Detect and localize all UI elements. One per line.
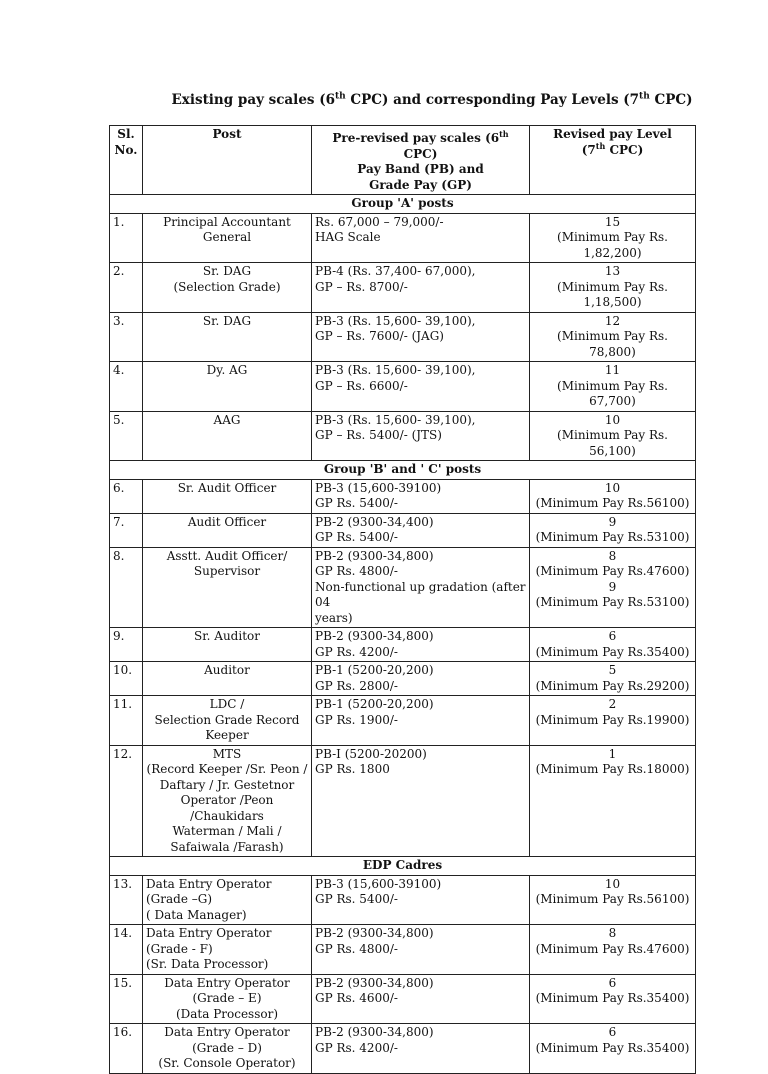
cell-revised-level-line: (Minimum Pay Rs. 78,800) bbox=[557, 329, 668, 359]
cell-revised-level-line: 11 bbox=[604, 363, 621, 377]
cell-prerevised-pay-line: PB-2 (9300-34,800) bbox=[315, 1025, 434, 1039]
cell-prerevised-pay-line: Rs. 67,000 – 79,000/- bbox=[315, 214, 444, 229]
cell-revised-level-line: 12 bbox=[604, 313, 621, 328]
cell-revised-level bbox=[530, 547, 696, 628]
cell-revised-level bbox=[530, 479, 696, 513]
header-sl-text: Sl. bbox=[117, 127, 135, 141]
cell-revised-level bbox=[530, 263, 696, 313]
cell-post-line: (Sr. Data Processor) bbox=[146, 957, 269, 971]
header-post-text: Post bbox=[212, 127, 242, 141]
cell-prerevised-pay bbox=[312, 745, 530, 857]
cell-revised-level-line: 6 bbox=[608, 1025, 617, 1039]
cell-sl-no: 9. bbox=[110, 628, 143, 662]
cell-prerevised-pay bbox=[312, 974, 530, 1024]
cell-post-line: (Grade - F) bbox=[146, 941, 213, 956]
table-row bbox=[110, 213, 696, 263]
cell-prerevised-pay-line: PB-3 (15,600-39100) bbox=[315, 480, 442, 495]
header-prerevised-line1 bbox=[315, 131, 526, 162]
cell-post bbox=[143, 1024, 312, 1074]
table-row bbox=[110, 875, 696, 925]
table-row bbox=[110, 263, 696, 313]
cell-prerevised-pay-line: GP Rs. 4200/- bbox=[315, 1040, 398, 1055]
cell-prerevised-pay-line: PB-1 (5200-20,200) bbox=[315, 663, 434, 677]
header-prerevised-line3: Grade Pay (GP) bbox=[369, 177, 472, 192]
cell-prerevised-pay-line: PB-2 (9300-34,400) bbox=[315, 514, 434, 529]
cell-prerevised-pay-line: GP Rs. 1900/- bbox=[315, 712, 398, 727]
cell-sl-no: 14. bbox=[110, 925, 143, 975]
cell-post-line: Audit Officer bbox=[187, 514, 267, 529]
cell-prerevised-pay bbox=[312, 479, 530, 513]
cell-prerevised-pay bbox=[312, 875, 530, 925]
cell-revised-level-line: (Minimum Pay Rs.35400) bbox=[535, 644, 690, 659]
group-title: Group 'A' posts bbox=[110, 195, 696, 214]
cell-prerevised-pay-line: PB-4 (Rs. 37,400- 67,000), bbox=[315, 264, 476, 278]
cell-sl-no: 13. bbox=[110, 875, 143, 925]
cell-post bbox=[143, 628, 312, 662]
cell-post-line: Sr. Audit Officer bbox=[177, 480, 277, 495]
cell-post bbox=[143, 974, 312, 1024]
group-header-row bbox=[110, 195, 696, 214]
cell-prerevised-pay bbox=[312, 213, 530, 263]
cell-revised-level-line: (Minimum Pay Rs. 67,700) bbox=[557, 378, 668, 408]
cell-revised-level-line: 2 bbox=[608, 697, 617, 711]
cell-post bbox=[143, 696, 312, 746]
header-prerevised-sup: th bbox=[499, 129, 509, 139]
header-prerevised-b: CPC) bbox=[403, 146, 438, 161]
cell-prerevised-pay-line: PB-2 (9300-34,800) bbox=[315, 926, 434, 940]
table-row bbox=[110, 745, 696, 857]
cell-post-line: ( Data Manager) bbox=[146, 907, 247, 922]
cell-prerevised-pay-line: GP Rs. 4800/- bbox=[315, 941, 398, 956]
cell-sl-no: 4. bbox=[110, 362, 143, 412]
cell-post-line: Selection Grade Record bbox=[154, 712, 300, 727]
cell-post bbox=[143, 662, 312, 696]
cell-post-line: Keeper bbox=[205, 728, 249, 742]
table-body bbox=[110, 195, 696, 1074]
table-row bbox=[110, 362, 696, 412]
cell-post-line: Supervisor bbox=[193, 564, 261, 578]
cell-revised-level-line: 10 bbox=[604, 876, 621, 891]
cell-prerevised-pay-line: GP Rs. 1800 bbox=[315, 762, 390, 776]
table-row bbox=[110, 1024, 696, 1074]
table-row bbox=[110, 662, 696, 696]
cell-prerevised-pay-line: GP – Rs. 7600/- (JAG) bbox=[315, 329, 444, 343]
header-prerevised-line2: Pay Band (PB) and bbox=[357, 162, 484, 176]
cell-revised-level-line: 9 bbox=[608, 579, 617, 594]
cell-prerevised-pay bbox=[312, 925, 530, 975]
cell-revised-level-line: 8 bbox=[608, 926, 617, 940]
cell-sl-no: 10. bbox=[110, 662, 143, 696]
cell-post-line: Auditor bbox=[204, 663, 250, 677]
header-post bbox=[143, 126, 312, 195]
cell-revised-level-line: (Minimum Pay Rs.53100) bbox=[535, 595, 690, 609]
header-revised-b: CPC) bbox=[605, 142, 644, 157]
header-revised-a: (7 bbox=[581, 142, 596, 157]
cell-post bbox=[143, 547, 312, 628]
cell-post-line: AAG bbox=[213, 412, 241, 427]
cell-revised-level-line: (Minimum Pay Rs.18000) bbox=[535, 762, 690, 776]
cell-revised-level bbox=[530, 745, 696, 857]
cell-revised-level bbox=[530, 362, 696, 412]
cell-revised-level-line: 9 bbox=[608, 514, 617, 529]
cell-prerevised-pay bbox=[312, 362, 530, 412]
cell-sl-no: 5. bbox=[110, 411, 143, 461]
cell-sl-no: 2. bbox=[110, 263, 143, 313]
cell-prerevised-pay-line: PB-3 (Rs. 15,600- 39,100), bbox=[315, 313, 476, 328]
cell-post-line: Sr. DAG bbox=[202, 264, 252, 278]
cell-revised-level-line: 6 bbox=[608, 975, 617, 990]
cell-sl-no: 6. bbox=[110, 479, 143, 513]
header-revised-line1: Revised pay Level bbox=[553, 127, 672, 141]
cell-prerevised-pay-line: GP – Rs. 6600/- bbox=[315, 378, 408, 393]
title-sup-1: th bbox=[334, 91, 346, 102]
cell-revised-level-line: (Minimum Pay Rs. 56,100) bbox=[557, 428, 668, 458]
header-revised-line2 bbox=[533, 140, 692, 159]
cell-prerevised-pay-line: PB-2 (9300-34,800) bbox=[315, 548, 434, 563]
cell-post-line: Operator /Peon /Chaukidars bbox=[180, 793, 274, 823]
cell-post-line: MTS bbox=[212, 746, 242, 761]
cell-post bbox=[143, 479, 312, 513]
cell-prerevised-pay-line: GP Rs. 2800/- bbox=[315, 678, 398, 693]
cell-post-line: (Selection Grade) bbox=[173, 279, 281, 294]
table-header-row bbox=[110, 126, 696, 195]
cell-revised-level-line: (Minimum Pay Rs.56100) bbox=[535, 892, 690, 906]
table-row bbox=[110, 479, 696, 513]
cell-post-line: (Grade –G) bbox=[146, 892, 213, 906]
group-title: Group 'B' and ' C' posts bbox=[110, 461, 696, 480]
table-row bbox=[110, 312, 696, 362]
table-row bbox=[110, 547, 696, 628]
title-text-1: Existing pay scales (6 bbox=[171, 92, 335, 108]
cell-sl-no: 11. bbox=[110, 696, 143, 746]
cell-revised-level-line: 1 bbox=[608, 746, 617, 761]
header-no-text: No. bbox=[114, 142, 138, 157]
cell-sl-no: 15. bbox=[110, 974, 143, 1024]
cell-post-line: LDC / bbox=[209, 697, 245, 711]
table-row bbox=[110, 696, 696, 746]
pay-scale-table bbox=[109, 125, 696, 1074]
header-prerevised-a: Pre-revised pay scales (6 bbox=[332, 131, 500, 145]
cell-prerevised-pay-line: GP Rs. 5400/- bbox=[315, 892, 398, 906]
cell-prerevised-pay-line: GP – Rs. 8700/- bbox=[315, 279, 408, 294]
cell-prerevised-pay-line: GP Rs. 5400/- bbox=[315, 496, 398, 510]
cell-revised-level bbox=[530, 411, 696, 461]
cell-prerevised-pay bbox=[312, 696, 530, 746]
cell-revised-level-line: (Minimum Pay Rs.19900) bbox=[535, 712, 690, 727]
cell-post-line: (Sr. Console Operator) bbox=[158, 1056, 296, 1070]
document-title bbox=[0, 92, 768, 108]
cell-revised-level-line: 5 bbox=[608, 663, 617, 677]
cell-prerevised-pay bbox=[312, 1024, 530, 1074]
cell-prerevised-pay-line: Non-functional up gradation (after 04 bbox=[315, 579, 526, 609]
cell-sl-no: 3. bbox=[110, 312, 143, 362]
cell-revised-level-line: (Minimum Pay Rs.56100) bbox=[535, 496, 690, 510]
cell-prerevised-pay bbox=[312, 662, 530, 696]
cell-prerevised-pay-line: years) bbox=[315, 610, 353, 625]
header-prerevised bbox=[312, 126, 530, 195]
title-sup-2: th bbox=[639, 91, 650, 102]
cell-prerevised-pay-line: HAG Scale bbox=[315, 230, 381, 244]
cell-post-line: Data Entry Operator bbox=[164, 975, 290, 990]
cell-prerevised-pay-line: PB-I (5200-20200) bbox=[315, 746, 427, 761]
cell-prerevised-pay-line: PB-2 (9300-34,800) bbox=[315, 975, 434, 990]
table-row bbox=[110, 411, 696, 461]
cell-revised-level bbox=[530, 875, 696, 925]
cell-revised-level bbox=[530, 1024, 696, 1074]
cell-post bbox=[143, 513, 312, 547]
table-row bbox=[110, 628, 696, 662]
cell-prerevised-pay-line: GP – Rs. 5400/- (JTS) bbox=[315, 428, 442, 442]
cell-sl-no: 12. bbox=[110, 745, 143, 857]
cell-prerevised-pay bbox=[312, 263, 530, 313]
group-title: EDP Cadres bbox=[110, 857, 696, 876]
cell-revised-level-line: (Minimum Pay Rs.53100) bbox=[535, 530, 690, 544]
cell-prerevised-pay bbox=[312, 312, 530, 362]
cell-prerevised-pay-line: PB-3 (Rs. 15,600- 39,100), bbox=[315, 412, 476, 427]
cell-post bbox=[143, 362, 312, 412]
cell-revised-level bbox=[530, 974, 696, 1024]
title-text-3: CPC) bbox=[649, 92, 693, 108]
cell-revised-level bbox=[530, 213, 696, 263]
cell-prerevised-pay-line: GP Rs. 5400/- bbox=[315, 530, 398, 544]
cell-revised-level-line: (Minimum Pay Rs.47600) bbox=[535, 941, 690, 956]
cell-revised-level-line: 10 bbox=[604, 412, 621, 427]
cell-revised-level-line: 10 bbox=[604, 480, 621, 495]
cell-prerevised-pay-line: PB-2 (9300-34,800) bbox=[315, 629, 434, 643]
cell-post bbox=[143, 213, 312, 263]
cell-post bbox=[143, 745, 312, 857]
cell-revised-level bbox=[530, 925, 696, 975]
group-header-row bbox=[110, 857, 696, 876]
group-header-row bbox=[110, 461, 696, 480]
cell-revised-level-line: 13 bbox=[604, 264, 621, 278]
cell-post bbox=[143, 875, 312, 925]
cell-sl-no: 16. bbox=[110, 1024, 143, 1074]
cell-post-line: Asstt. Audit Officer/ bbox=[166, 548, 288, 563]
header-sl-no bbox=[110, 126, 143, 195]
cell-prerevised-pay-line: PB-3 (Rs. 15,600- 39,100), bbox=[315, 363, 476, 377]
cell-revised-level-line: (Minimum Pay Rs.29200) bbox=[535, 678, 690, 693]
cell-post-line: Waterman / Mali / bbox=[172, 824, 282, 838]
header-revised bbox=[530, 126, 696, 195]
cell-revised-level-line: (Minimum Pay Rs.35400) bbox=[535, 991, 690, 1005]
cell-prerevised-pay-line: GP Rs. 4200/- bbox=[315, 644, 398, 659]
cell-revised-level-line: (Minimum Pay Rs.47600) bbox=[535, 564, 690, 578]
cell-post-line: Principal Accountant General bbox=[163, 214, 291, 244]
cell-revised-level-line: (Minimum Pay Rs.35400) bbox=[535, 1040, 690, 1055]
title-text-2: CPC) and corresponding Pay Levels (7 bbox=[345, 92, 640, 108]
cell-revised-level-line: (Minimum Pay Rs. 1,82,200) bbox=[557, 230, 668, 260]
cell-revised-level-line: (Minimum Pay Rs. 1,18,500) bbox=[557, 279, 668, 309]
cell-post bbox=[143, 411, 312, 461]
cell-post bbox=[143, 925, 312, 975]
cell-post-line: (Grade – D) bbox=[192, 1040, 262, 1055]
cell-post bbox=[143, 263, 312, 313]
cell-post-line: Sr. Auditor bbox=[194, 629, 260, 643]
cell-prerevised-pay-line: PB-1 (5200-20,200) bbox=[315, 697, 434, 711]
header-revised-sup: th bbox=[595, 140, 606, 151]
cell-prerevised-pay bbox=[312, 628, 530, 662]
cell-post-line: (Grade – E) bbox=[192, 991, 262, 1005]
cell-prerevised-pay-line: PB-3 (15,600-39100) bbox=[315, 876, 442, 891]
table-row bbox=[110, 925, 696, 975]
cell-post-line: Data Entry Operator bbox=[146, 926, 272, 940]
cell-sl-no: 7. bbox=[110, 513, 143, 547]
cell-prerevised-pay bbox=[312, 411, 530, 461]
cell-post-line: Daftary / Jr. Gestetnor bbox=[159, 777, 295, 792]
cell-revised-level-line: 8 bbox=[608, 548, 617, 563]
cell-post-line: Sr. DAG bbox=[202, 313, 252, 328]
cell-post-line: Safaiwala /Farash) bbox=[170, 839, 284, 854]
cell-revised-level bbox=[530, 662, 696, 696]
cell-post-line: Data Entry Operator bbox=[164, 1025, 290, 1039]
cell-revised-level bbox=[530, 513, 696, 547]
cell-post-line: (Data Processor) bbox=[175, 1006, 279, 1021]
cell-sl-no: 8. bbox=[110, 547, 143, 628]
cell-prerevised-pay-line: GP Rs. 4800/- bbox=[315, 564, 398, 578]
cell-prerevised-pay bbox=[312, 547, 530, 628]
cell-sl-no: 1. bbox=[110, 213, 143, 263]
cell-revised-level-line: 15 bbox=[604, 214, 621, 229]
table-row bbox=[110, 513, 696, 547]
cell-post bbox=[143, 312, 312, 362]
cell-revised-level-line: 6 bbox=[608, 629, 617, 643]
cell-revised-level bbox=[530, 628, 696, 662]
cell-post-line: Dy. AG bbox=[206, 363, 248, 377]
cell-post-line: (Record Keeper /Sr. Peon / bbox=[146, 762, 308, 776]
cell-revised-level bbox=[530, 312, 696, 362]
table-row bbox=[110, 974, 696, 1024]
cell-revised-level bbox=[530, 696, 696, 746]
cell-prerevised-pay-line: GP Rs. 4600/- bbox=[315, 991, 398, 1005]
cell-post-line: Data Entry Operator bbox=[146, 876, 272, 891]
cell-prerevised-pay bbox=[312, 513, 530, 547]
